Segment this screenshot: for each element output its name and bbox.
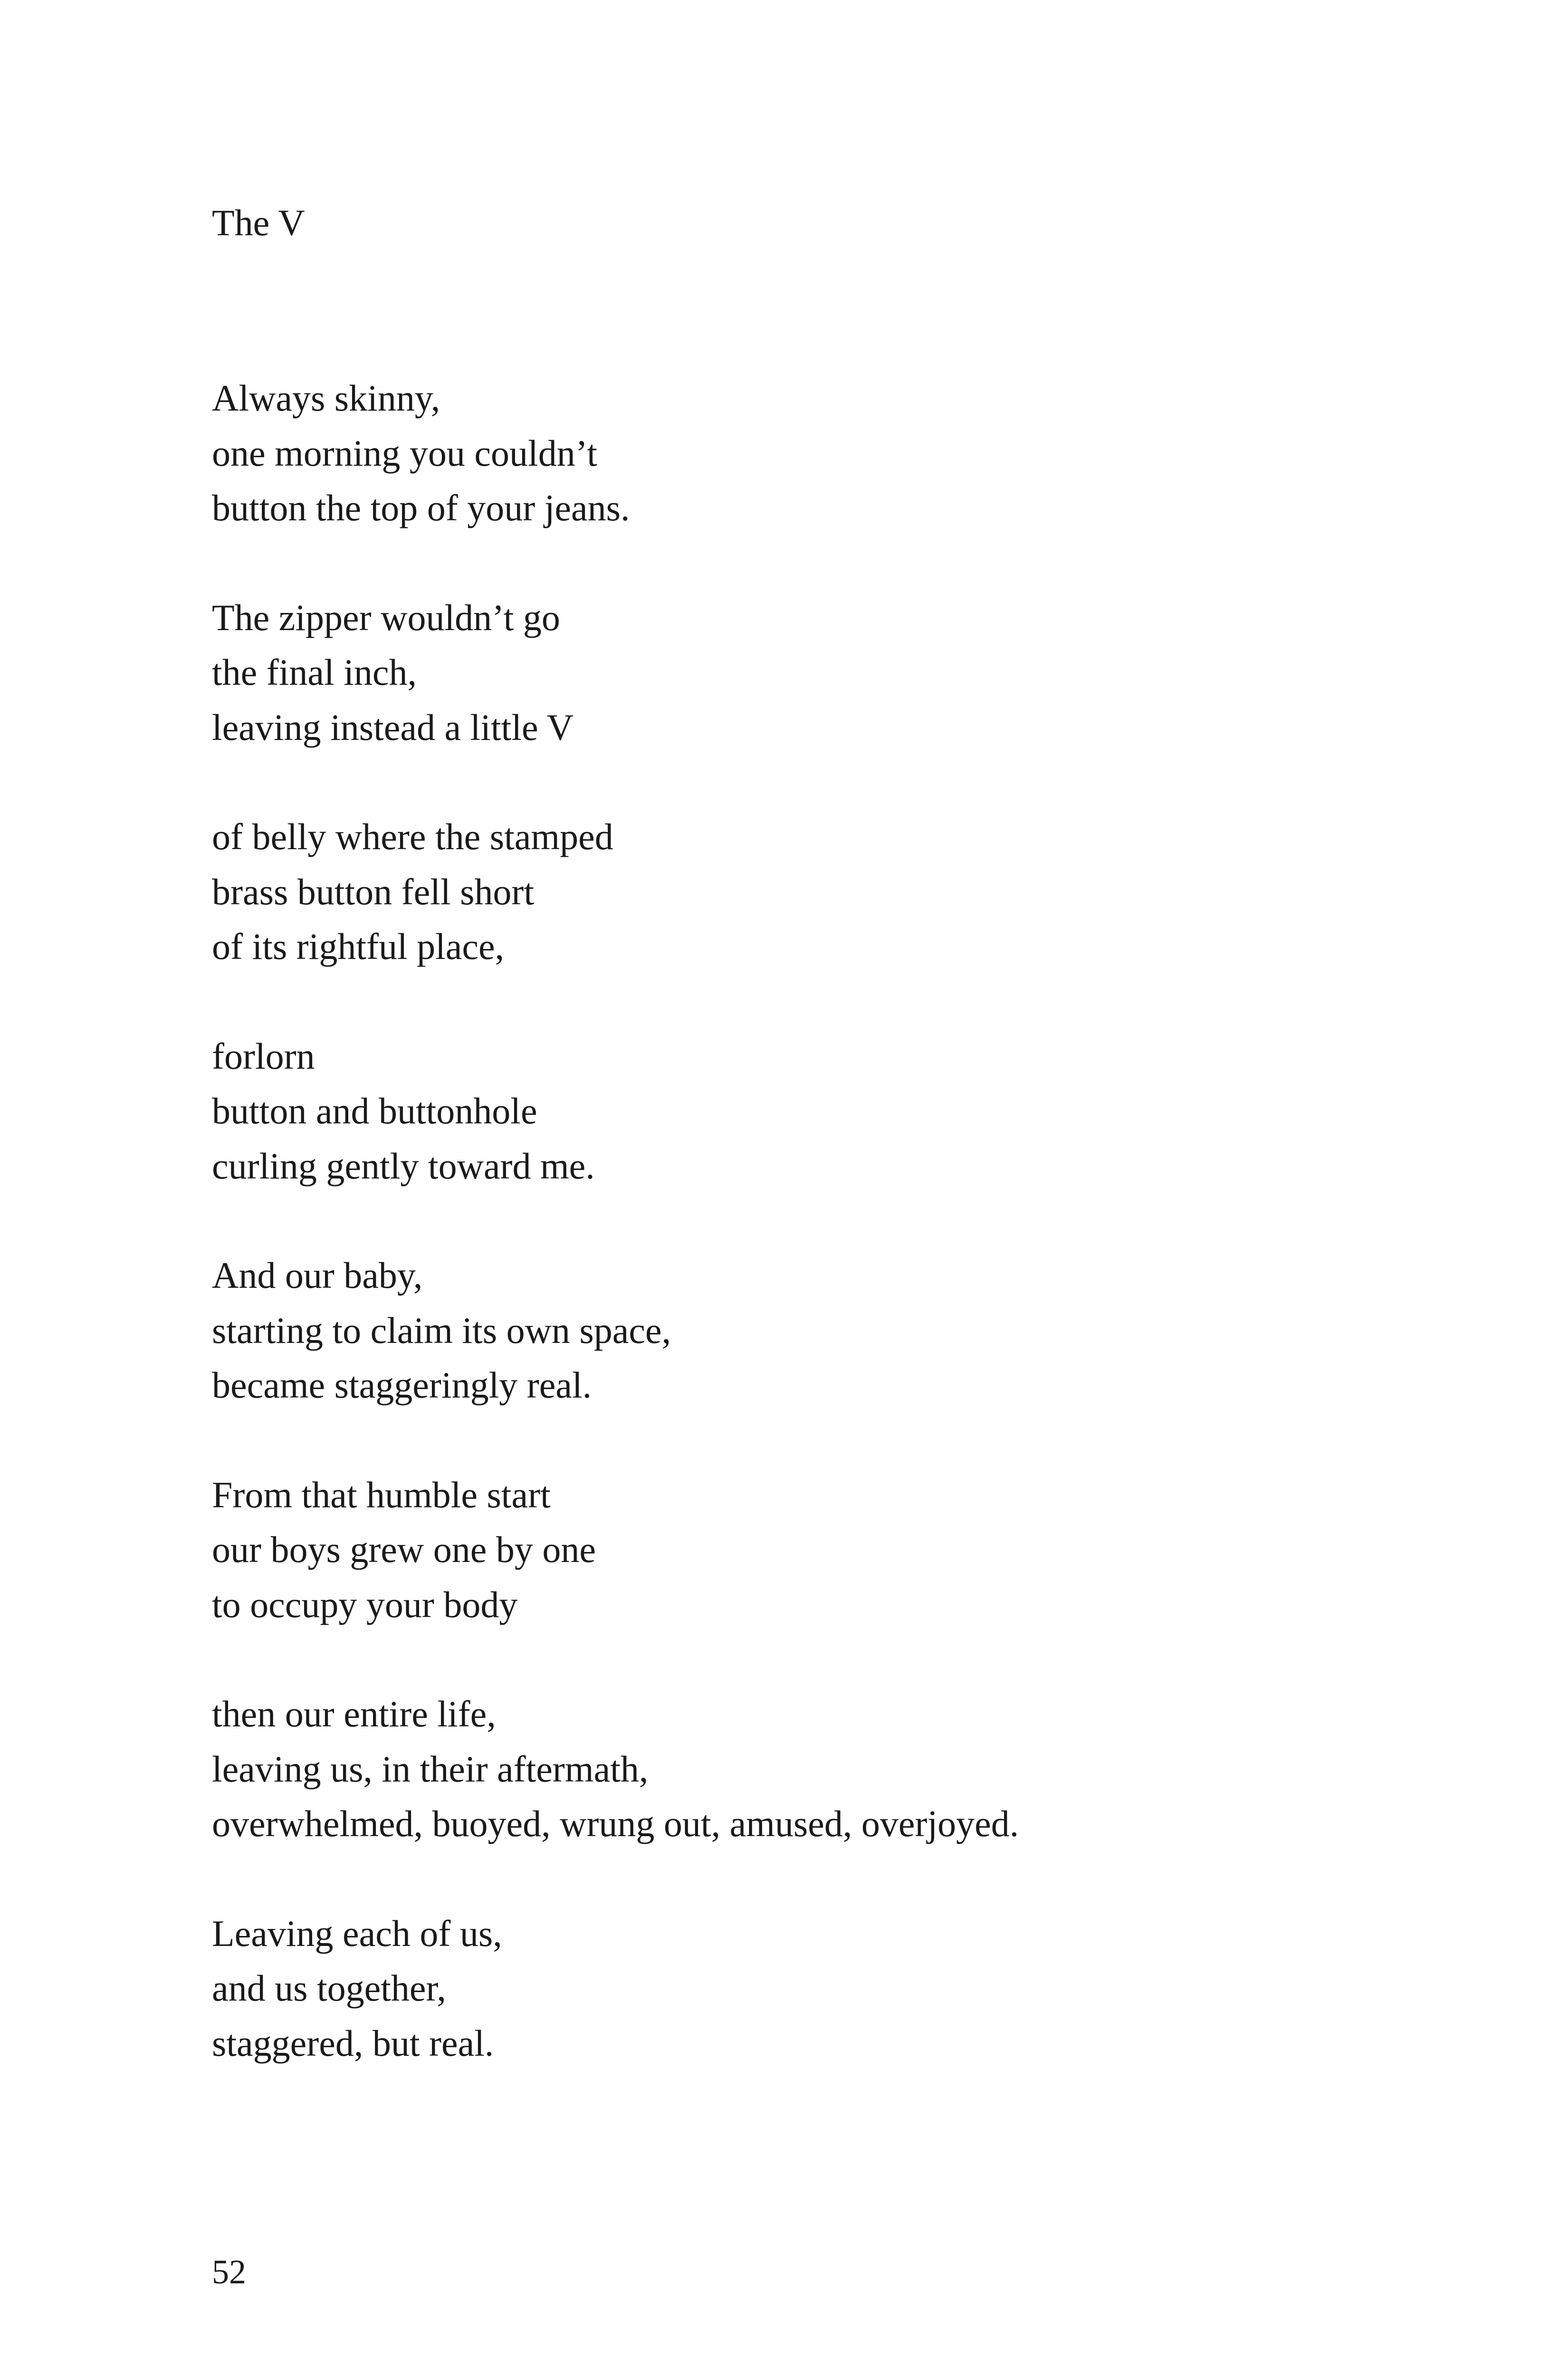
poem-line: became staggeringly real. (212, 1364, 592, 1406)
poem-line: and us together, (212, 1967, 446, 2009)
poem-line: the final inch, (212, 651, 417, 693)
poem-title: The V (212, 202, 305, 243)
stanza (212, 1906, 1447, 2071)
poem-line: leaving instead a little V (212, 706, 574, 748)
poem-line: button and buttonhole (212, 1090, 537, 1131)
poem-line: leaving us, in their aftermath, (212, 1748, 649, 1790)
poem-line: of its rightful place, (212, 926, 505, 967)
poem-line: our boys grew one by one (212, 1529, 596, 1570)
poem-line: forlorn (212, 1035, 315, 1077)
stanza (212, 590, 1447, 755)
poem-line: then our entire life, (212, 1693, 496, 1734)
poem-line: Leaving each of us, (212, 1912, 502, 1954)
poem-line: staggered, but real. (212, 2022, 494, 2064)
poem-line: overwhelmed, buoyed, wrung out, amused, overjoyed. (212, 1803, 1019, 1844)
stanza (212, 1686, 1447, 1851)
poem-line: And our baby, (212, 1255, 423, 1296)
poem-line: starting to claim its own space, (212, 1309, 671, 1351)
stanza (212, 809, 1447, 974)
poem-line: Always skinny, (212, 377, 440, 419)
poem-line: brass button fell short (212, 871, 535, 912)
stanza (212, 371, 1447, 536)
poem-line: to occupy your body (212, 1583, 518, 1625)
poem-line: one morning you couldn’t (212, 432, 597, 474)
stanza (212, 1248, 1447, 1413)
poem-body (212, 371, 1447, 2125)
poem-line: From that humble start (212, 1474, 551, 1515)
poem-line: The zipper wouldn’t go (212, 596, 560, 638)
poem-line: curling gently toward me. (212, 1145, 595, 1187)
stanza (212, 1029, 1447, 1194)
poem-line: of belly where the stamped (212, 816, 613, 857)
poem-line: button the top of your jeans. (212, 487, 630, 528)
page-number: 52 (212, 2253, 246, 2291)
stanza (212, 1467, 1447, 1632)
